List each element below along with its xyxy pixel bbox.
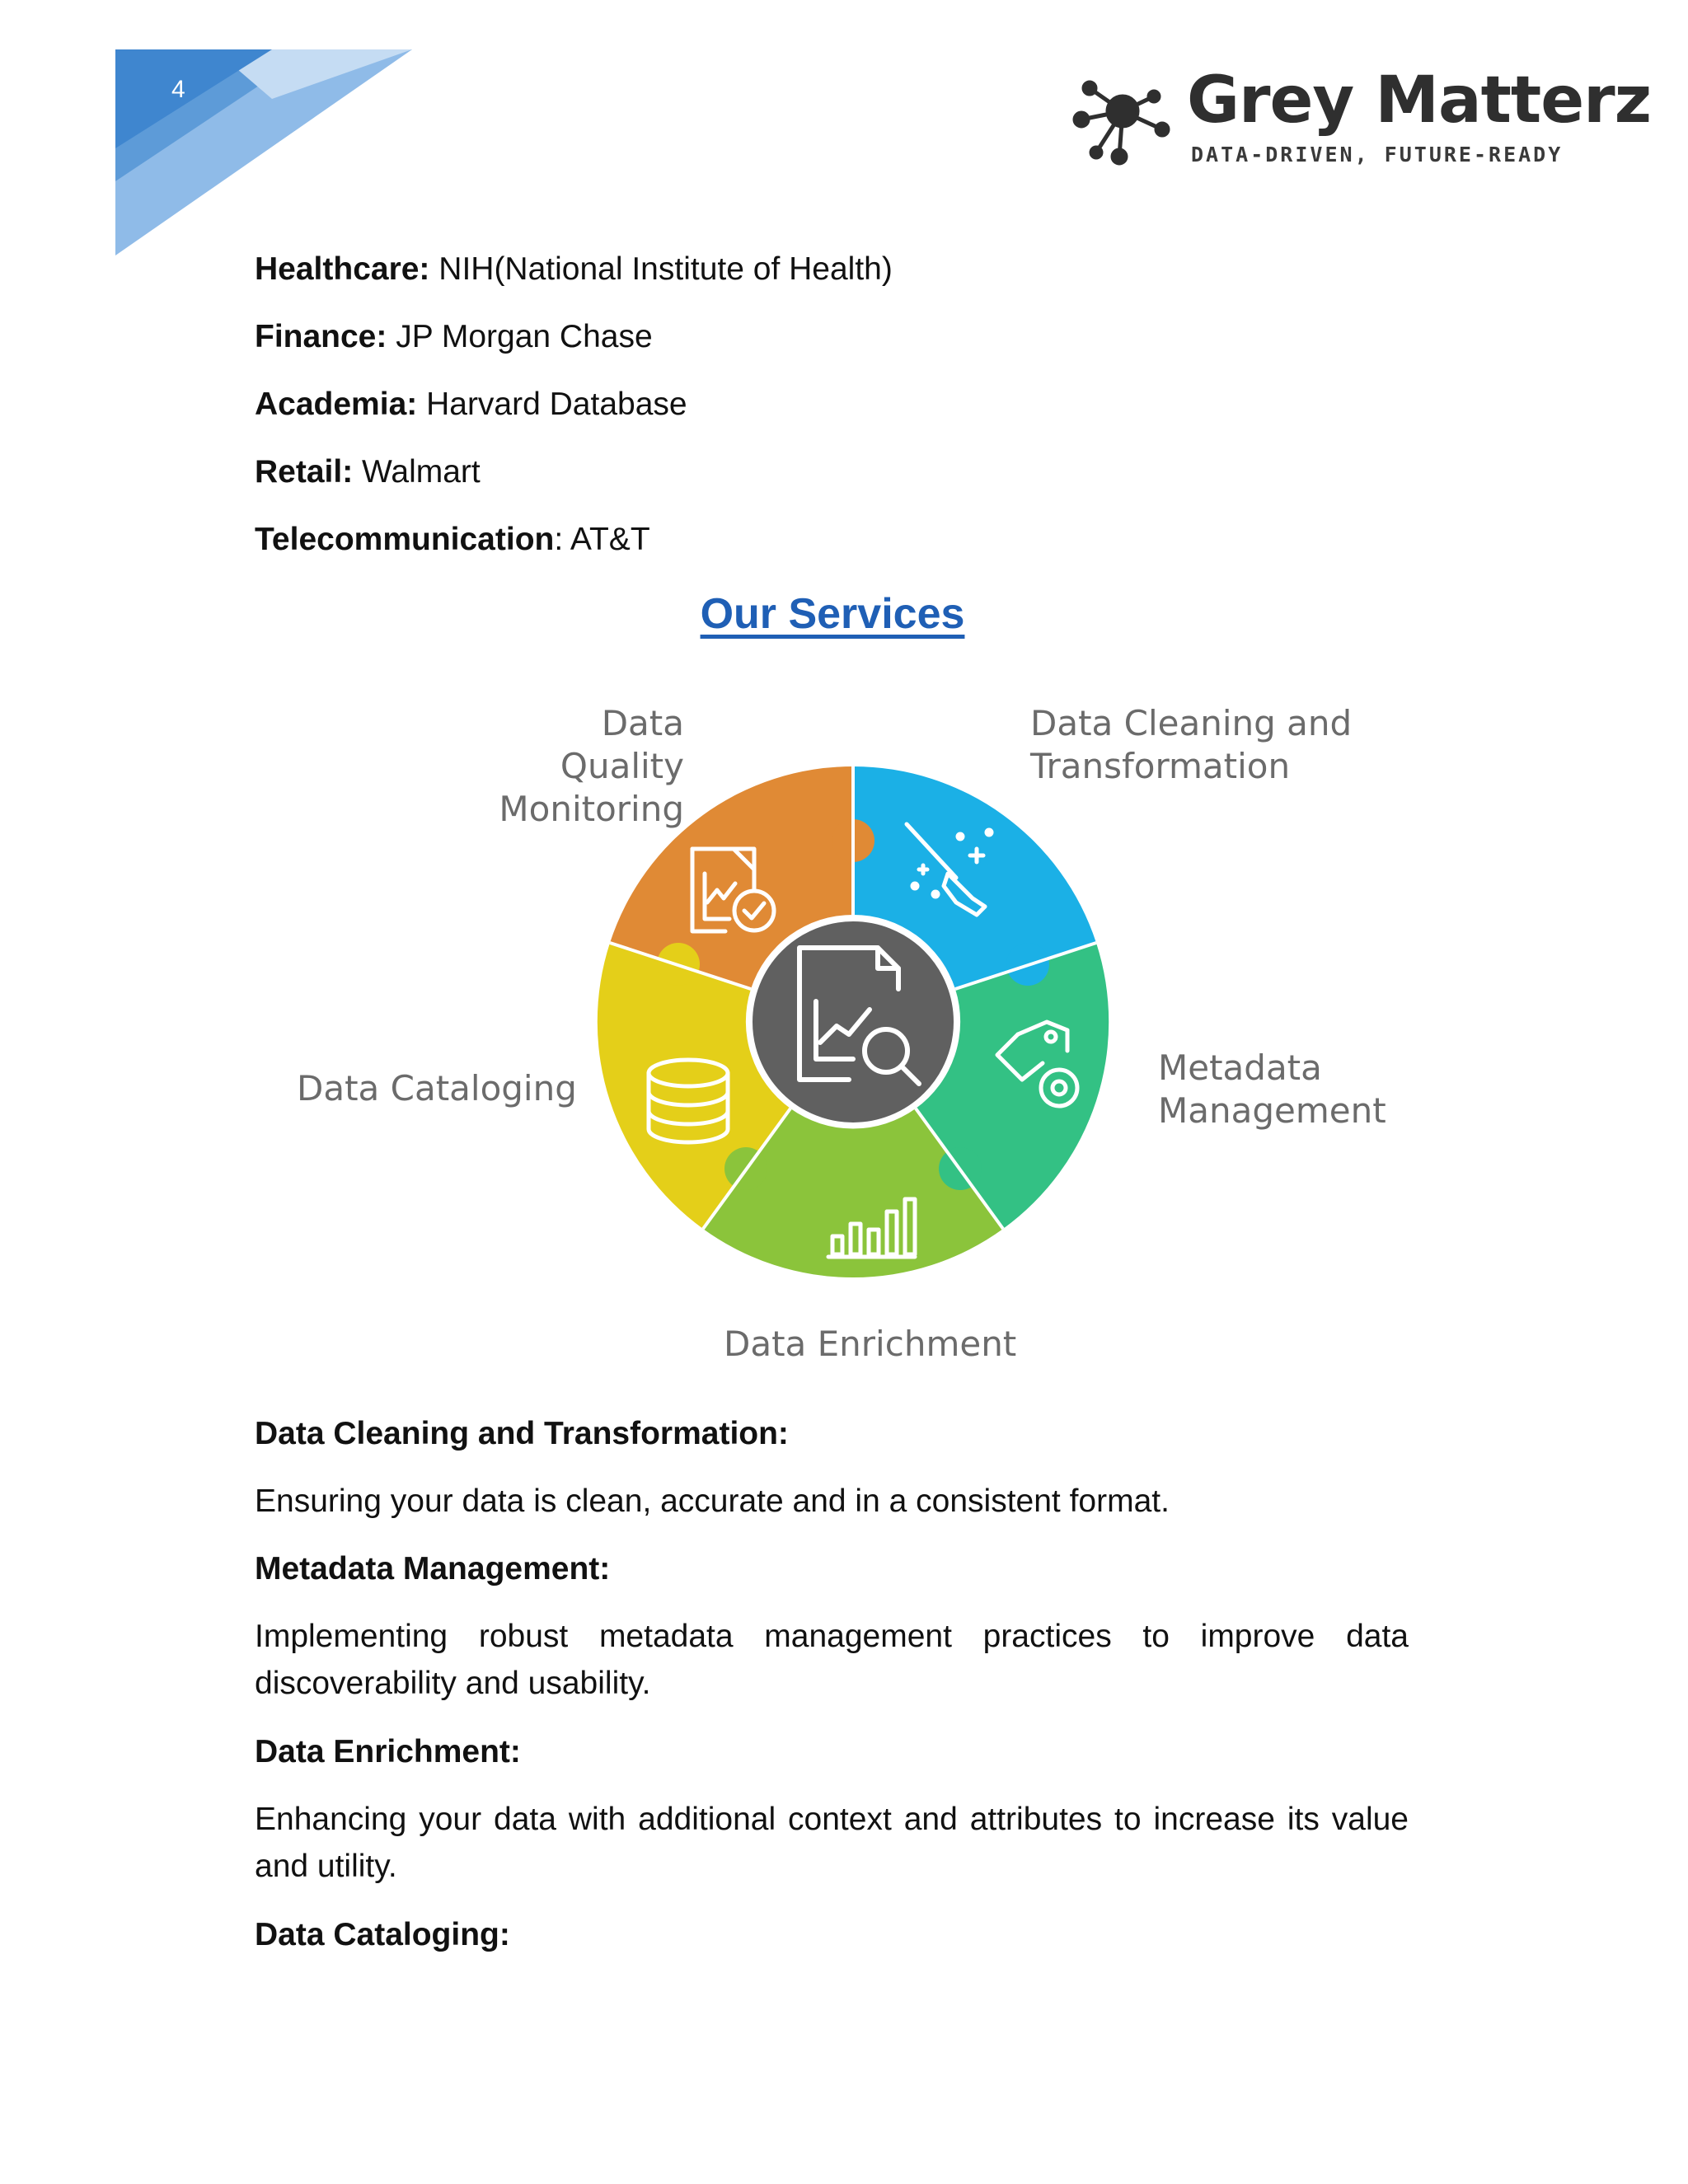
service-heading: Data Cleaning and Transformation: — [255, 1416, 789, 1451]
service-description: Implementing robust metadata management practices to improve data discoverability and usability. — [255, 1619, 1409, 1701]
services-wheel — [247, 684, 1442, 1393]
industry-value: NIH(National Institute of Health) — [429, 251, 893, 287]
label-data-cleaning-transformation: Data Cleaning and Transformation — [1030, 703, 1353, 786]
industry-label: Academia: — [255, 387, 418, 422]
service-heading: Data Cataloging: — [255, 1917, 510, 1952]
service-heading: Data Enrichment: — [255, 1734, 521, 1769]
label-metadata-management: Metadata Management — [1158, 1047, 1386, 1131]
company-tagline: DATA-DRIVEN, FUTURE-READY — [1191, 143, 1564, 166]
service-description: Enhancing your data with additional context and attributes to increase its value and utility. — [255, 1802, 1409, 1884]
industry-retail — [255, 453, 481, 491]
industry-academia — [255, 386, 687, 424]
industry-label: Telecommunication — [255, 522, 555, 557]
industry-healthcare — [255, 251, 893, 288]
company-logo — [1071, 63, 1651, 177]
network-nodes-icon — [1071, 70, 1179, 169]
industry-label: Finance: — [255, 319, 387, 354]
corner-decoration — [0, 0, 429, 264]
service-description: Ensuring your data is clean, accurate and in a consistent format. — [255, 1483, 1170, 1519]
label-data-enrichment: Data Enrichment — [724, 1324, 1017, 1364]
industry-value: Harvard Database — [417, 387, 687, 422]
page-number: 4 — [171, 76, 185, 103]
label-data-cataloging: Data Cataloging — [297, 1068, 577, 1108]
label-data-quality-monitoring: Data Quality Monitoring — [499, 703, 684, 829]
industry-value: : AT&T — [554, 522, 650, 557]
services-diagram — [247, 684, 1442, 1393]
industry-label: Retail: — [255, 454, 354, 490]
services-title: Our Services — [700, 590, 965, 638]
industry-label: Healthcare: — [255, 251, 430, 287]
industry-telecommunication — [255, 521, 650, 559]
industry-finance — [255, 318, 653, 356]
industry-value: Walmart — [353, 454, 481, 490]
industry-value: JP Morgan Chase — [387, 319, 653, 354]
service-heading: Metadata Management: — [255, 1551, 611, 1586]
company-name: Grey Matterz — [1187, 63, 1651, 138]
